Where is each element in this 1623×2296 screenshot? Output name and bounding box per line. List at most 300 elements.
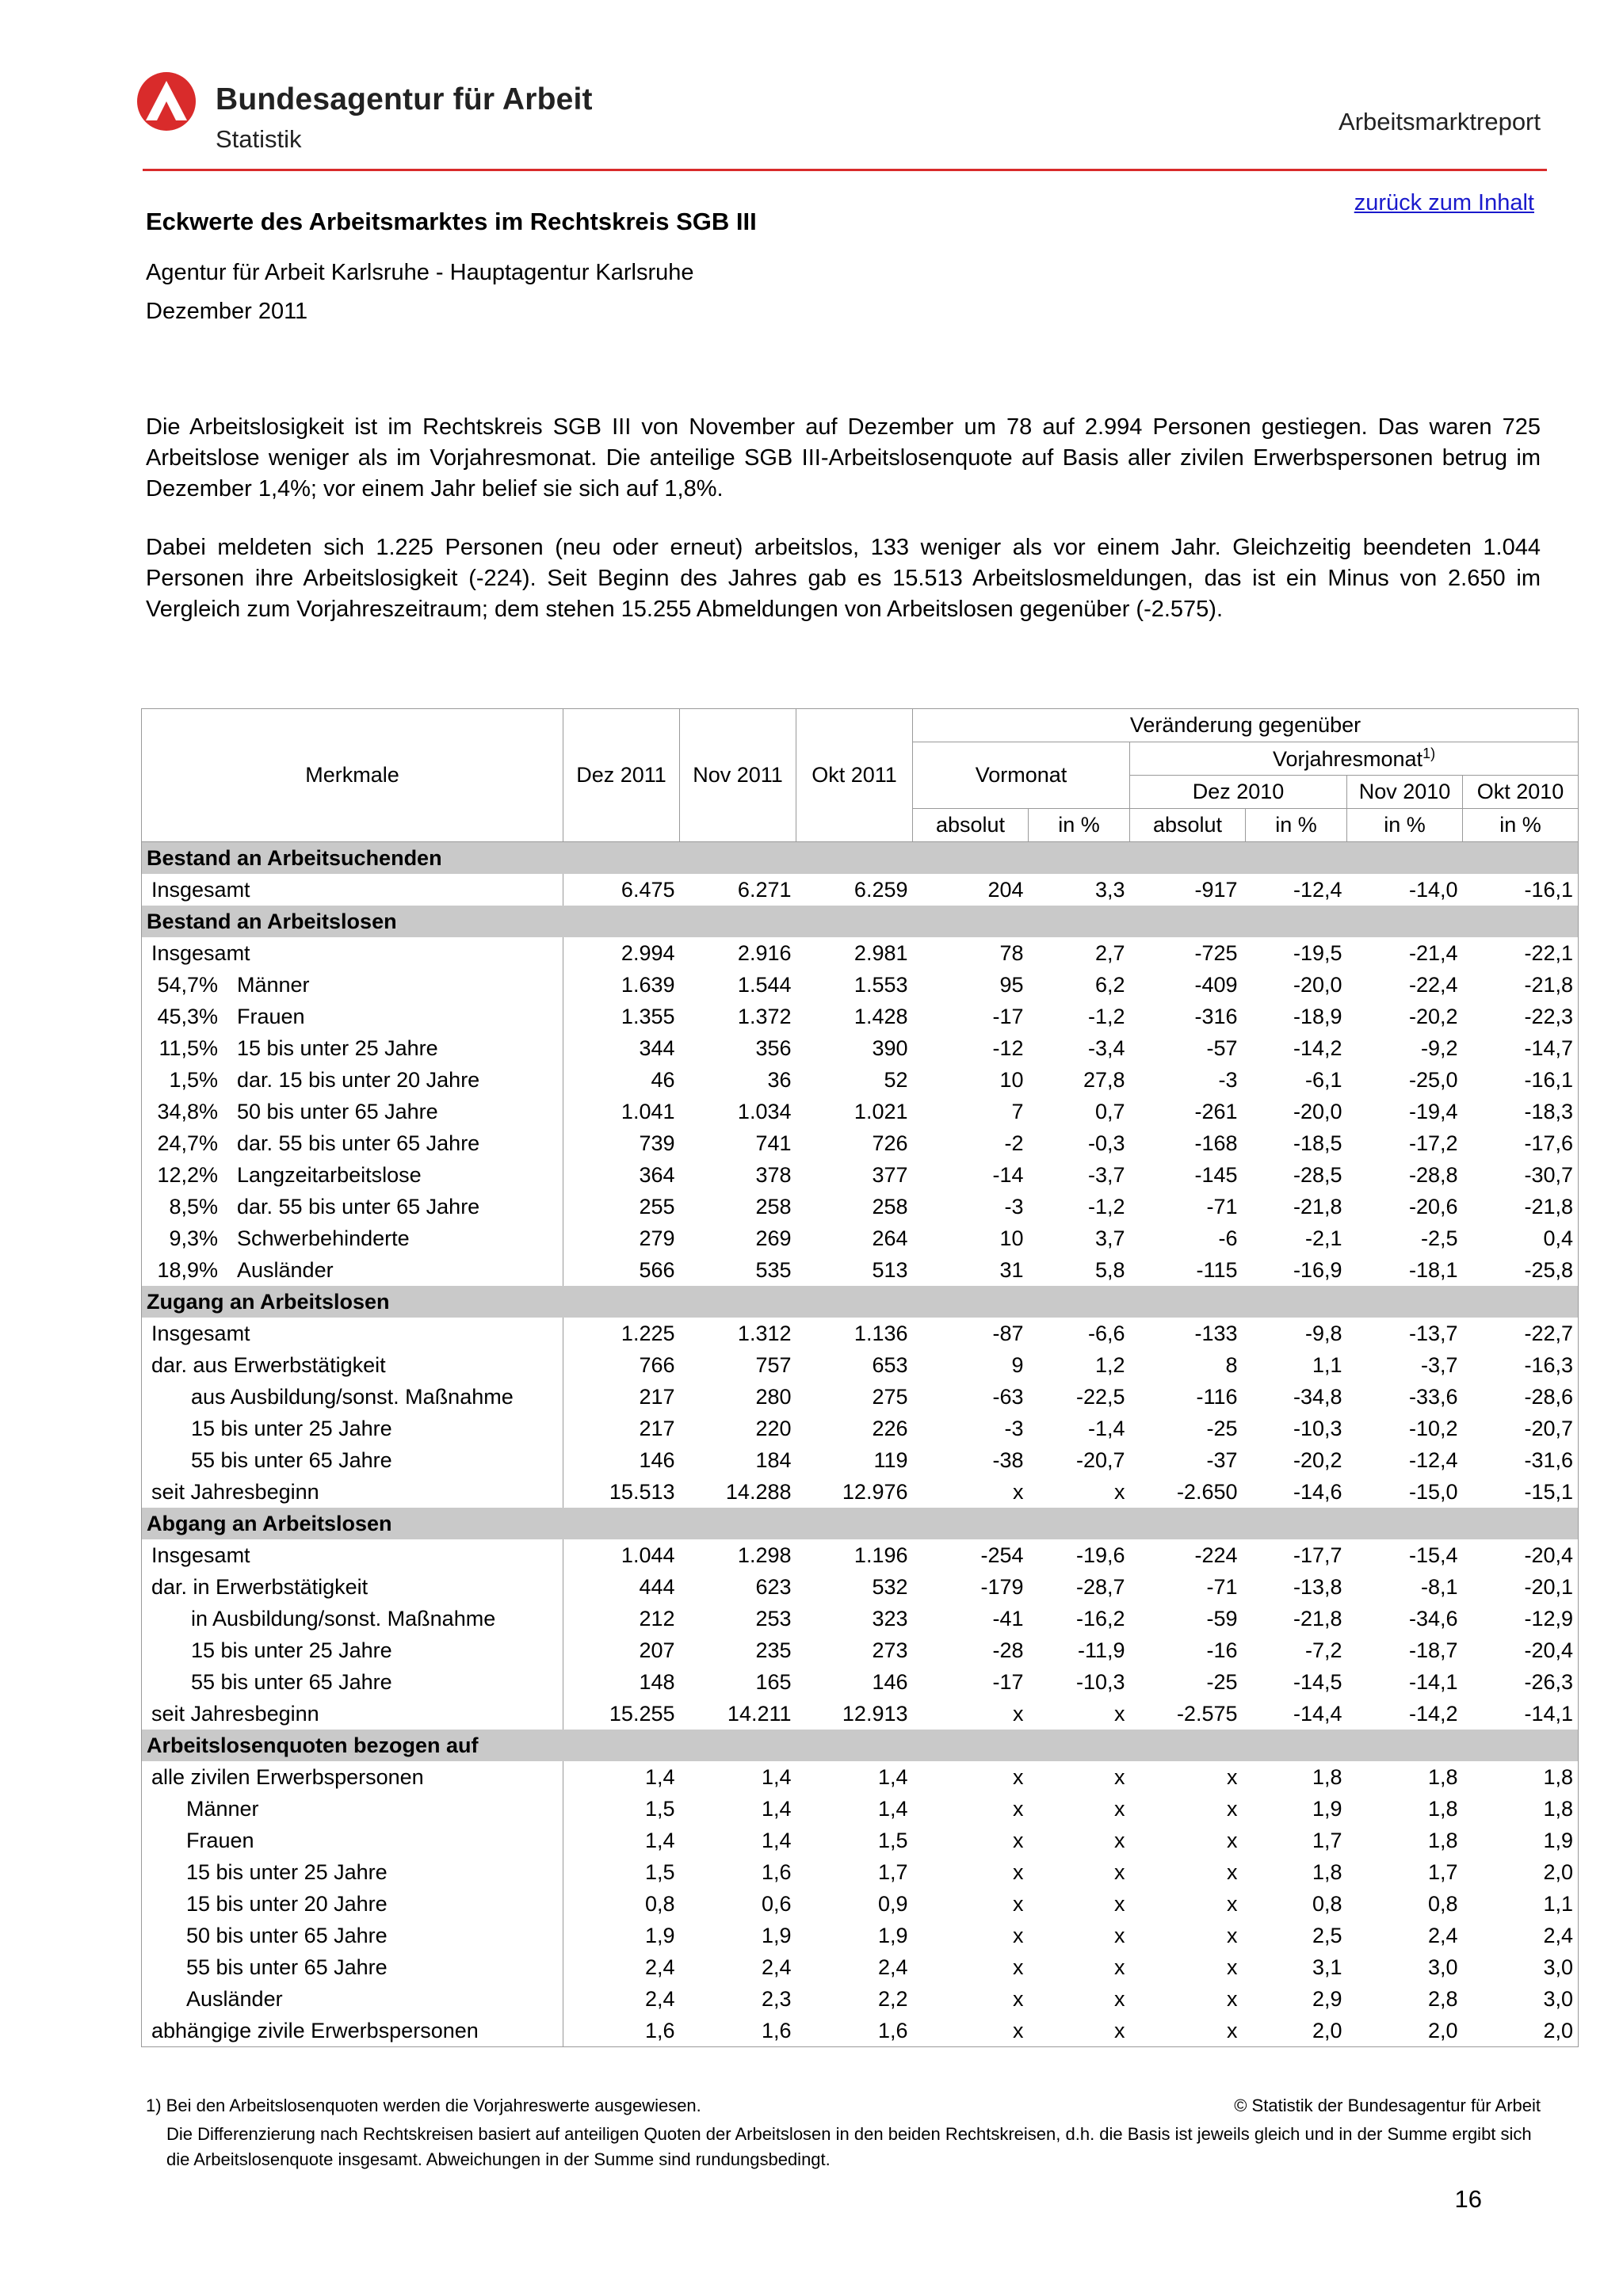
row-label-cell: alle zivilen Erwerbspersonen	[142, 1761, 563, 1793]
cell-okt-2010-pct: 0,4	[1463, 1222, 1579, 1254]
cell-vorjahr-absolut: 8	[1225, 1353, 1238, 1377]
cell-okt-2010-pct: -16,1	[1463, 1064, 1579, 1096]
ba-logo-icon	[136, 71, 197, 132]
cell-vormonat-pct: x	[1114, 1765, 1125, 1789]
cell-okt-2010-pct: -20,7	[1463, 1413, 1579, 1444]
table-row	[142, 1444, 1579, 1476]
cell-vormonat-pct: x	[1114, 1955, 1125, 1979]
header-okt-2010-pct: in %	[1463, 809, 1579, 842]
cell-vormonat-absolut: -41	[992, 1607, 1024, 1630]
cell-nov-2010-pct: 0,8	[1427, 1892, 1458, 1916]
cell-dez-2011: 1.639	[621, 973, 675, 997]
cell-nov-2010-pct: 2,0	[1347, 2015, 1463, 2047]
cell-nov-2011: 258	[755, 1195, 792, 1219]
section-title: Zugang an Arbeitslosen	[142, 1286, 1579, 1318]
cell-okt-2011: 1,9	[877, 1924, 908, 1947]
cell-vormonat-absolut: 9	[1011, 1353, 1024, 1377]
cell-vormonat-pct: -22,5	[1075, 1385, 1125, 1409]
cell-dez-2011: 1.225	[621, 1322, 675, 1345]
cell-nov-2011: 1,6	[761, 1860, 792, 1884]
cell-nov-2010-pct: 1,8	[1427, 1797, 1458, 1821]
row-label-cell: Insgesamt	[142, 1318, 563, 1349]
row-share: 8,5%	[169, 1195, 218, 1219]
cell-vormonat-absolut: 7	[1011, 1100, 1024, 1123]
table-row	[142, 1856, 1579, 1888]
cell-vorjahr-absolut: -2.575	[1176, 1702, 1238, 1726]
row-label-cell: 55 bis unter 65 Jahre	[142, 1951, 563, 1983]
cell-nov-2010-pct: 1,8	[1427, 1829, 1458, 1852]
table-body	[142, 842, 1579, 2047]
row-label: dar. 55 bis unter 65 Jahre	[237, 1195, 480, 1219]
cell-nov-2011: 2,3	[761, 1987, 792, 2011]
cell-nov-2010-pct: -15,0	[1408, 1480, 1458, 1504]
cell-okt-2010-pct: -21,8	[1463, 1191, 1579, 1222]
row-label-cell: in Ausbildung/sonst. Maßnahme	[142, 1603, 563, 1634]
cell-vormonat-absolut: -12	[992, 1036, 1024, 1060]
cell-okt-2011: 513	[872, 1258, 908, 1282]
cell-nov-2010-pct: -13,7	[1408, 1322, 1458, 1345]
cell-nov-2011: 623	[755, 1575, 792, 1599]
cell-okt-2011: 1,4	[877, 1765, 908, 1789]
cell-vormonat-absolut: x	[913, 2015, 1029, 2047]
cell-vorjahr-pct: 2,9	[1312, 1987, 1342, 2011]
cell-vormonat-pct: -11,9	[1077, 1638, 1125, 1662]
cell-okt-2010-pct: -22,3	[1463, 1001, 1579, 1032]
cell-okt-2011: 1,7	[877, 1860, 908, 1884]
cell-dez-2011: 566	[639, 1258, 675, 1282]
cell-okt-2011: 2.981	[854, 941, 908, 965]
cell-vorjahr-pct: 3,1	[1312, 1955, 1342, 1979]
cell-nov-2010-pct: -19,4	[1408, 1100, 1458, 1123]
cell-vormonat-absolut: x	[1013, 1987, 1024, 2011]
cell-nov-2011: 269	[755, 1226, 792, 1250]
cell-nov-2010-pct: -8,1	[1420, 1575, 1458, 1599]
row-label: Langzeitarbeitslose	[237, 1163, 422, 1187]
cell-okt-2010-pct: -20,1	[1463, 1571, 1579, 1603]
row-label-cell: Frauen	[142, 1825, 563, 1856]
cell-dez-2011: 148	[639, 1670, 675, 1694]
row-label-cell: Ausländer	[142, 1983, 563, 2015]
cell-nov-2011: 1,4	[761, 1765, 792, 1789]
cell-vormonat-absolut: x	[1013, 1480, 1024, 1504]
cell-okt-2010-pct: -20,4	[1463, 1634, 1579, 1666]
cell-okt-2010-pct: -25,8	[1463, 1254, 1579, 1286]
cell-vormonat-absolut: x	[1013, 1892, 1024, 1916]
cell-vormonat-pct: -0,3	[1087, 1131, 1125, 1155]
cell-vormonat-absolut: -17	[992, 1670, 1024, 1694]
cell-nov-2011: 0,6	[761, 1892, 792, 1916]
cell-okt-2010-pct: -21,8	[1463, 969, 1579, 1001]
row-label-cell	[142, 1032, 563, 1064]
cell-nov-2011: 2,4	[761, 1955, 792, 1979]
row-label-cell: abhängige zivile Erwerbspersonen	[142, 2015, 563, 2047]
header-vorjahr-pct: in %	[1246, 809, 1347, 842]
cell-okt-2010-pct: 3,0	[1463, 1983, 1579, 2015]
cell-nov-2010-pct: -18,1	[1408, 1258, 1458, 1282]
cell-vormonat-pct: x	[1114, 1892, 1125, 1916]
cell-okt-2010-pct: 2,0	[1463, 1856, 1579, 1888]
cell-vorjahr-absolut: -261	[1194, 1100, 1238, 1123]
agency-name: Agentur für Arbeit Karlsruhe - Hauptagentur Karlsruhe	[146, 260, 694, 285]
cell-okt-2011: 377	[872, 1163, 908, 1187]
cell-nov-2010-pct: -12,4	[1408, 1448, 1458, 1472]
cell-dez-2011: 1,4	[644, 1829, 675, 1852]
cell-vormonat-absolut: x	[1013, 1702, 1024, 1726]
table-row	[142, 1191, 1579, 1222]
cell-vorjahr-pct: -28,5	[1293, 1163, 1342, 1187]
cell-dez-2011: 212	[639, 1607, 675, 1630]
cell-vormonat-pct: -3,7	[1087, 1163, 1125, 1187]
cell-vorjahr-absolut: -224	[1194, 1543, 1238, 1567]
row-label-cell: 15 bis unter 25 Jahre	[142, 1634, 563, 1666]
cell-dez-2011: 1.044	[621, 1543, 675, 1567]
cell-nov-2011: 1,6	[680, 2015, 796, 2047]
cell-nov-2011: 1.544	[737, 973, 792, 997]
cell-vormonat-pct: x	[1114, 1987, 1125, 2011]
row-share: 11,5%	[158, 1036, 218, 1060]
cell-okt-2010-pct: 1,8	[1463, 1793, 1579, 1825]
row-label-cell	[142, 1191, 563, 1222]
cell-nov-2011: 235	[755, 1638, 792, 1662]
cell-vormonat-absolut: -254	[980, 1543, 1024, 1567]
summary-paragraph-2: Dabei meldeten sich 1.225 Personen (neu oder erneut) arbeitslos, 133 weniger als vor einem Jahr. Gleichzeitig beendeten 1.044 Personen ihre Arbeitslosigkeit (-224). Seit Beginn des Jahres gab es 15.513 Arbeitslosmeldungen, das ist ein Minus von 2.650 im Vergleich zum Vorjahreszeitraum; dem stehen 15.255 Abmeldungen von Arbeitslosen gegenüber (-2.575).	[146, 535, 1541, 622]
cell-okt-2010-pct: 2,4	[1463, 1920, 1579, 1951]
cell-vorjahr-pct: 0,8	[1312, 1892, 1342, 1916]
cell-okt-2011: 532	[872, 1575, 908, 1599]
cell-vorjahr-absolut: -25	[1206, 1670, 1238, 1694]
cell-vorjahr-pct: 1,8	[1312, 1860, 1342, 1884]
cell-nov-2011: 741	[755, 1131, 792, 1155]
cell-vormonat-pct: -28,7	[1075, 1575, 1125, 1599]
row-label-cell	[142, 1001, 563, 1032]
section-title: Bestand an Arbeitslosen	[142, 906, 1579, 937]
row-share: 34,8%	[157, 1100, 218, 1123]
row-share: 9,3%	[169, 1226, 218, 1250]
cell-vormonat-pct: 2,7	[1094, 941, 1125, 965]
cell-nov-2011: 356	[755, 1036, 792, 1060]
cell-vorjahr-absolut: -116	[1196, 1385, 1238, 1409]
cell-vorjahr-pct: -2,1	[1304, 1226, 1342, 1250]
report-period: Dezember 2011	[146, 299, 308, 324]
cell-vormonat-pct: -6,6	[1087, 1322, 1125, 1345]
header-vorjahr-absolut: absolut	[1130, 809, 1246, 842]
table-row	[142, 1159, 1579, 1191]
row-label-cell: dar. in Erwerbstätigkeit	[142, 1571, 563, 1603]
cell-vorjahr-pct: 2,5	[1312, 1924, 1342, 1947]
row-label-cell: 15 bis unter 20 Jahre	[142, 1888, 563, 1920]
cell-vorjahr-pct: -9,8	[1304, 1322, 1342, 1345]
cell-vormonat-pct: 1,2	[1094, 1353, 1125, 1377]
cell-vormonat-pct: 3,7	[1094, 1226, 1125, 1250]
row-label-cell: 15 bis unter 25 Jahre	[142, 1413, 563, 1444]
key-figures-table	[141, 708, 1579, 2047]
cell-dez-2011: 146	[639, 1448, 675, 1472]
header-okt-2010: Okt 2010	[1463, 776, 1579, 809]
cell-vormonat-absolut: x	[1013, 1765, 1024, 1789]
table-row	[142, 874, 1579, 906]
cell-vormonat-absolut: x	[1013, 1797, 1024, 1821]
header-nov-2010-pct: in %	[1347, 809, 1463, 842]
cell-vormonat-pct: -1,2	[1087, 1005, 1125, 1028]
cell-okt-2011: 264	[872, 1226, 908, 1250]
cell-vorjahr-pct: -20,2	[1293, 1448, 1342, 1472]
row-label-cell	[142, 1127, 563, 1159]
row-label-cell: seit Jahresbeginn	[142, 1698, 563, 1730]
table-row	[142, 1983, 1579, 2015]
back-to-contents-link[interactable]: zurück zum Inhalt	[1354, 190, 1534, 215]
cell-okt-2010-pct: -14,1	[1463, 1698, 1579, 1730]
cell-okt-2011: 1,4	[877, 1797, 908, 1821]
cell-vorjahr-absolut: -25	[1206, 1417, 1238, 1440]
table-row	[142, 1318, 1579, 1349]
cell-okt-2010-pct: 1,8	[1463, 1761, 1579, 1793]
header-vormonat: Vormonat	[913, 742, 1130, 809]
cell-vormonat-absolut: x	[1013, 1924, 1024, 1947]
cell-dez-2011: 1,9	[644, 1924, 675, 1947]
cell-okt-2011: 0,9	[877, 1892, 908, 1916]
cell-vorjahr-absolut: x	[1130, 2015, 1246, 2047]
cell-okt-2010-pct: -16,1	[1463, 874, 1579, 906]
cell-okt-2010-pct: -18,3	[1463, 1096, 1579, 1127]
table-row	[142, 1603, 1579, 1634]
cell-nov-2010-pct: 3,0	[1427, 1955, 1458, 1979]
cell-nov-2011: 1,4	[761, 1797, 792, 1821]
cell-vorjahr-absolut: -168	[1194, 1131, 1238, 1155]
cell-nov-2011: 1.372	[737, 1005, 792, 1028]
cell-vorjahr-absolut: -115	[1196, 1258, 1238, 1282]
table-row	[142, 1064, 1579, 1096]
cell-okt-2011: 653	[872, 1353, 908, 1377]
cell-vormonat-absolut: 10	[999, 1226, 1024, 1250]
cell-nov-2011: 6.271	[737, 878, 792, 902]
cell-vorjahr-pct: -7,2	[1304, 1638, 1342, 1662]
cell-vormonat-pct: x	[1029, 2015, 1130, 2047]
cell-nov-2010-pct: -3,7	[1420, 1353, 1458, 1377]
cell-vormonat-absolut: -17	[992, 1005, 1024, 1028]
cell-vorjahr-pct: -21,8	[1293, 1195, 1342, 1219]
row-label-cell: 15 bis unter 25 Jahre	[142, 1856, 563, 1888]
cell-dez-2011: 1.041	[621, 1100, 675, 1123]
cell-vorjahr-pct: -20,0	[1293, 1100, 1342, 1123]
cell-okt-2010-pct: -31,6	[1463, 1444, 1579, 1476]
cell-vorjahr-pct: 1,7	[1312, 1829, 1342, 1852]
cell-vorjahr-absolut: x	[1227, 1829, 1238, 1852]
row-label-cell	[142, 1254, 563, 1286]
cell-dez-2011: 364	[639, 1163, 675, 1187]
cell-nov-2010-pct: -15,4	[1408, 1543, 1458, 1567]
cell-okt-2011: 1,5	[877, 1829, 908, 1852]
table-row	[142, 1001, 1579, 1032]
table-row	[142, 1761, 1579, 1793]
cell-okt-2010-pct: 3,0	[1463, 1951, 1579, 1983]
brand-name: Bundesagentur für Arbeit	[216, 82, 593, 116]
section-title: Arbeitslosenquoten bezogen auf	[142, 1730, 1579, 1761]
row-label-cell	[142, 1064, 563, 1096]
cell-vormonat-absolut: -3	[1004, 1195, 1024, 1219]
section-header-row	[142, 906, 1579, 937]
cell-okt-2011: 258	[872, 1195, 908, 1219]
cell-okt-2010-pct: -22,7	[1463, 1318, 1579, 1349]
footnote-2: Die Differenzierung nach Rechtskreisen basiert auf anteiligen Quoten der Arbeitslosen in den beiden Rechtskreisen, d.h. die Basis ist jeweils gleich und in der Summe ergibt sich die Arbeitslosenquote insgesamt. Abweichungen in der Summe sind rundungsbedingt.	[166, 2124, 1532, 2169]
cell-vormonat-pct: 5,8	[1094, 1258, 1125, 1282]
cell-vorjahr-pct: 1,8	[1312, 1765, 1342, 1789]
cell-vorjahr-absolut: -2.650	[1176, 1480, 1238, 1504]
cell-vormonat-pct: -1,2	[1087, 1195, 1125, 1219]
cell-vormonat-absolut: 10	[999, 1068, 1024, 1092]
section-header-row	[142, 842, 1579, 875]
row-share: 12,2%	[157, 1163, 218, 1187]
row-share: 54,7%	[157, 973, 218, 997]
cell-vorjahr-absolut: x	[1227, 1987, 1238, 2011]
table-row	[142, 1096, 1579, 1127]
table-row	[142, 937, 1579, 969]
cell-vorjahr-pct: -14,4	[1293, 1702, 1342, 1726]
cell-okt-2010-pct: 2,0	[1463, 2015, 1579, 2047]
cell-dez-2011: 279	[639, 1226, 675, 1250]
cell-nov-2011: 1,4	[761, 1829, 792, 1852]
table-row	[142, 1254, 1579, 1286]
cell-vorjahr-absolut: -725	[1194, 941, 1238, 965]
table-row	[142, 1349, 1579, 1381]
cell-vormonat-pct: x	[1114, 1702, 1125, 1726]
row-share: 24,7%	[157, 1131, 218, 1155]
cell-vorjahr-pct: -16,9	[1293, 1258, 1342, 1282]
cell-okt-2011: 1.196	[854, 1543, 908, 1567]
cell-okt-2010-pct: -14,7	[1463, 1032, 1579, 1064]
footnote-1: 1) Bei den Arbeitslosenquoten werden die Vorjahreswerte ausgewiesen.	[146, 2096, 701, 2115]
cell-okt-2011: 12.976	[842, 1480, 908, 1504]
cell-vormonat-pct: -16,2	[1075, 1607, 1125, 1630]
cell-dez-2011: 6.475	[621, 878, 675, 902]
cell-dez-2011: 344	[639, 1036, 675, 1060]
cell-dez-2011: 1,4	[644, 1765, 675, 1789]
cell-vorjahr-absolut: -145	[1194, 1163, 1238, 1187]
table-row	[142, 1539, 1579, 1571]
cell-dez-2011: 1,6	[563, 2015, 680, 2047]
cell-nov-2010-pct: -34,6	[1408, 1607, 1458, 1630]
cell-okt-2010-pct: 1,1	[1463, 1888, 1579, 1920]
cell-okt-2011: 323	[872, 1607, 908, 1630]
cell-vormonat-pct: 0,7	[1094, 1100, 1125, 1123]
cell-nov-2011: 1,9	[761, 1924, 792, 1947]
cell-vorjahr-absolut: -71	[1206, 1575, 1238, 1599]
cell-vorjahr-absolut: -133	[1194, 1322, 1238, 1345]
cell-vorjahr-pct: 1,1	[1312, 1353, 1342, 1377]
cell-vorjahr-pct: 2,0	[1246, 2015, 1347, 2047]
cell-vormonat-pct: -3,4	[1087, 1036, 1125, 1060]
cell-vorjahr-pct: -10,3	[1293, 1417, 1342, 1440]
cell-dez-2011: 0,8	[644, 1892, 675, 1916]
cell-vorjahr-absolut: -6	[1218, 1226, 1238, 1250]
cell-dez-2011: 2,4	[644, 1955, 675, 1979]
row-label: Schwerbehinderte	[237, 1226, 410, 1250]
section-header-row	[142, 1508, 1579, 1539]
cell-okt-2010-pct: -28,6	[1463, 1381, 1579, 1413]
table-row	[142, 2015, 1579, 2047]
cell-nov-2011: 280	[755, 1385, 792, 1409]
cell-okt-2011: 273	[872, 1638, 908, 1662]
section-title: Bestand an Arbeitsuchenden	[142, 842, 1579, 875]
cell-nov-2010-pct: -10,2	[1408, 1417, 1458, 1440]
row-share: 45,3%	[157, 1005, 218, 1028]
row-label-cell: 55 bis unter 65 Jahre	[142, 1666, 563, 1698]
cell-okt-2010-pct: -16,3	[1463, 1349, 1579, 1381]
cell-okt-2010-pct: -12,9	[1463, 1603, 1579, 1634]
cell-nov-2011: 184	[755, 1448, 792, 1472]
section-header-row	[142, 1730, 1579, 1761]
page-number: 16	[1454, 2185, 1482, 2213]
cell-dez-2011: 1,5	[644, 1797, 675, 1821]
cell-vorjahr-absolut: x	[1227, 1860, 1238, 1884]
table-row	[142, 1825, 1579, 1856]
cell-nov-2010-pct: -22,4	[1408, 973, 1458, 997]
cell-okt-2011: 6.259	[854, 878, 908, 902]
report-title: Arbeitsmarktreport	[1338, 108, 1541, 135]
cell-okt-2011: 1.021	[854, 1100, 908, 1123]
cell-vormonat-absolut: -179	[980, 1575, 1024, 1599]
cell-okt-2011: 726	[872, 1131, 908, 1155]
table-row	[142, 1888, 1579, 1920]
cell-vormonat-absolut: -3	[1004, 1417, 1024, 1440]
cell-dez-2011: 15.255	[609, 1702, 675, 1726]
cell-okt-2011: 146	[872, 1670, 908, 1694]
cell-okt-2011: 2,2	[877, 1987, 908, 2011]
cell-vorjahr-absolut: x	[1227, 1892, 1238, 1916]
cell-nov-2010-pct: -14,2	[1408, 1702, 1458, 1726]
cell-vormonat-pct: -1,4	[1087, 1417, 1125, 1440]
cell-nov-2010-pct: -20,6	[1408, 1195, 1458, 1219]
cell-vorjahr-pct: -12,4	[1293, 878, 1342, 902]
header-nov-2010: Nov 2010	[1347, 776, 1463, 809]
row-label: dar. 55 bis unter 65 Jahre	[237, 1131, 480, 1155]
header-rule	[143, 169, 1547, 171]
cell-nov-2010-pct: -9,2	[1420, 1036, 1458, 1060]
cell-nov-2010-pct: 2,4	[1427, 1924, 1458, 1947]
cell-okt-2010-pct: -15,1	[1463, 1476, 1579, 1508]
cell-okt-2010-pct: -22,1	[1463, 937, 1579, 969]
cell-vorjahr-pct: -34,8	[1293, 1385, 1342, 1409]
cell-vorjahr-absolut: x	[1227, 1955, 1238, 1979]
row-label-cell: aus Ausbildung/sonst. Maßnahme	[142, 1381, 563, 1413]
cell-vorjahr-pct: -14,2	[1293, 1036, 1342, 1060]
cell-nov-2011: 253	[755, 1607, 792, 1630]
cell-vormonat-absolut: -28	[992, 1638, 1024, 1662]
row-label: Frauen	[237, 1005, 305, 1028]
cell-vormonat-pct: 27,8	[1083, 1068, 1125, 1092]
row-label-cell	[142, 969, 563, 1001]
cell-vormonat-absolut: x	[1013, 1955, 1024, 1979]
cell-vormonat-absolut: -38	[992, 1448, 1024, 1472]
cell-vormonat-pct: x	[1114, 1480, 1125, 1504]
table-row	[142, 1793, 1579, 1825]
brand-subtitle: Statistik	[216, 125, 302, 153]
cell-vorjahr-absolut: -59	[1206, 1607, 1238, 1630]
cell-nov-2010-pct: 1,7	[1427, 1860, 1458, 1884]
cell-dez-2011: 1.355	[621, 1005, 675, 1028]
header-dez-2010: Dez 2010	[1130, 776, 1347, 809]
row-label: Ausländer	[237, 1258, 334, 1282]
table-row	[142, 1634, 1579, 1666]
cell-nov-2010-pct: -21,4	[1408, 941, 1458, 965]
cell-vorjahr-pct: -14,6	[1293, 1480, 1342, 1504]
table-row	[142, 1222, 1579, 1254]
cell-vorjahr-absolut: -3	[1218, 1068, 1238, 1092]
cell-vorjahr-pct: 1,9	[1312, 1797, 1342, 1821]
cell-vorjahr-pct: -17,7	[1293, 1543, 1342, 1567]
section-title: Abgang an Arbeitslosen	[142, 1508, 1579, 1539]
table-row	[142, 1698, 1579, 1730]
header-vorjahresmonat	[1130, 742, 1579, 776]
